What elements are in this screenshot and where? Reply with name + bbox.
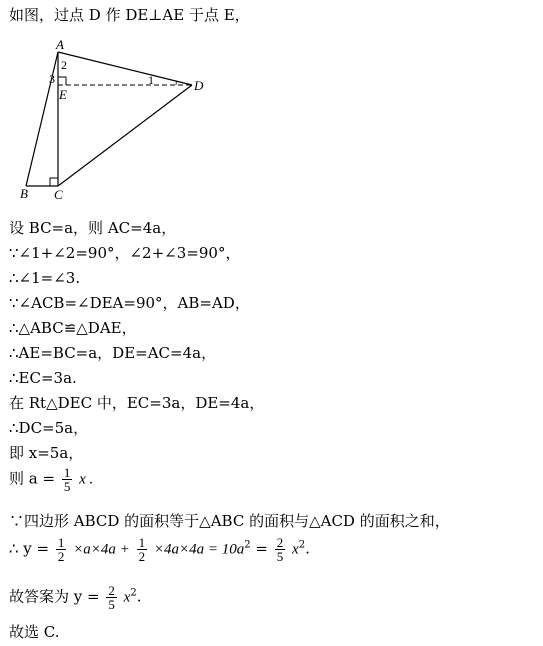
line13-square-2: 2 [298, 539, 306, 551]
frac-den: 2 [57, 549, 65, 564]
segment-ad [58, 52, 192, 85]
frac-den: 5 [108, 597, 115, 612]
solution-line-6: ∴AE=BC=a，DE=AC=4a， [9, 344, 217, 362]
line14-square: 2 [130, 587, 137, 599]
solution-line-11 [9, 466, 93, 493]
label-b: B [20, 186, 28, 201]
line13-square: 2 [244, 539, 251, 551]
label-c: C [54, 187, 63, 202]
fraction-half-1 [56, 536, 67, 563]
solution-line-1: 设 BC=a，则 AC=4a， [9, 219, 177, 237]
right-angle-e [58, 77, 66, 85]
solution-line-5: ∴△ABC≌△DAE， [9, 319, 137, 337]
line13-equals: = [255, 539, 268, 558]
solution-line-2: ∵∠1+∠2=90°，∠2+∠3=90°， [9, 244, 241, 262]
solution-line-10: 即 x=5a， [9, 444, 84, 462]
line13-prefix: ∴ y = [9, 539, 50, 558]
frac-num: 1 [57, 535, 65, 550]
line11-prefix: 则 a = [9, 469, 56, 488]
line14-end: . [136, 587, 142, 606]
label-angle-2: 2 [61, 58, 67, 72]
fraction-half-2 [137, 536, 148, 563]
label-e: E [59, 87, 67, 102]
frac-den: 5 [63, 479, 71, 494]
frac-num: 2 [108, 583, 115, 598]
label-angle-1: 1 [148, 73, 154, 87]
geometry-figure [18, 38, 218, 203]
segment-cd [58, 85, 192, 186]
line13-end: . [305, 539, 310, 558]
line14-x: x [123, 589, 131, 606]
frac-num: 2 [276, 535, 284, 550]
solution-line-13 [9, 536, 310, 563]
right-angle-c [50, 178, 58, 186]
line13-x: x [292, 541, 299, 558]
frac-num: 1 [63, 465, 71, 480]
line14-prefix: 故答案为 y = [9, 587, 100, 606]
solution-line-4: ∵∠ACB=∠DEA=90°，AB=AD， [9, 294, 250, 312]
line13-mid2: ×4a×4a = 10a [153, 541, 245, 558]
angle-arc-1 [176, 81, 177, 85]
line11-suffix: x . [79, 471, 94, 488]
solution-line-12: ∵四边形 ABCD 的面积等于△ABC 的面积与△ACD 的面积之和， [9, 512, 450, 530]
frac-den: 2 [138, 549, 146, 564]
solution-line-14 [9, 584, 141, 611]
line13-mid1: ×a×4a + [73, 541, 130, 558]
solution-line-8: 在 Rt△DEC 中，EC=3a，DE=4a， [9, 394, 265, 412]
fraction-two-fifths [275, 536, 286, 563]
fraction-two-fifths-answer [106, 584, 117, 611]
frac-den: 5 [276, 549, 284, 564]
label-a: A [56, 38, 64, 52]
label-angle-3: 3 [49, 72, 55, 86]
header-text: 如图，过点 D 作 DE⊥AE 于点 E， [9, 6, 250, 24]
frac-num: 1 [138, 535, 146, 550]
fraction-one-fifth [62, 466, 73, 493]
label-d: D [194, 78, 204, 93]
solution-line-9: ∴DC=5a， [9, 419, 89, 437]
solution-line-7: ∴EC=3a. [9, 369, 77, 387]
solution-line-3: ∴∠1=∠3. [9, 269, 81, 287]
solution-line-15: 故选 C. [9, 623, 60, 641]
